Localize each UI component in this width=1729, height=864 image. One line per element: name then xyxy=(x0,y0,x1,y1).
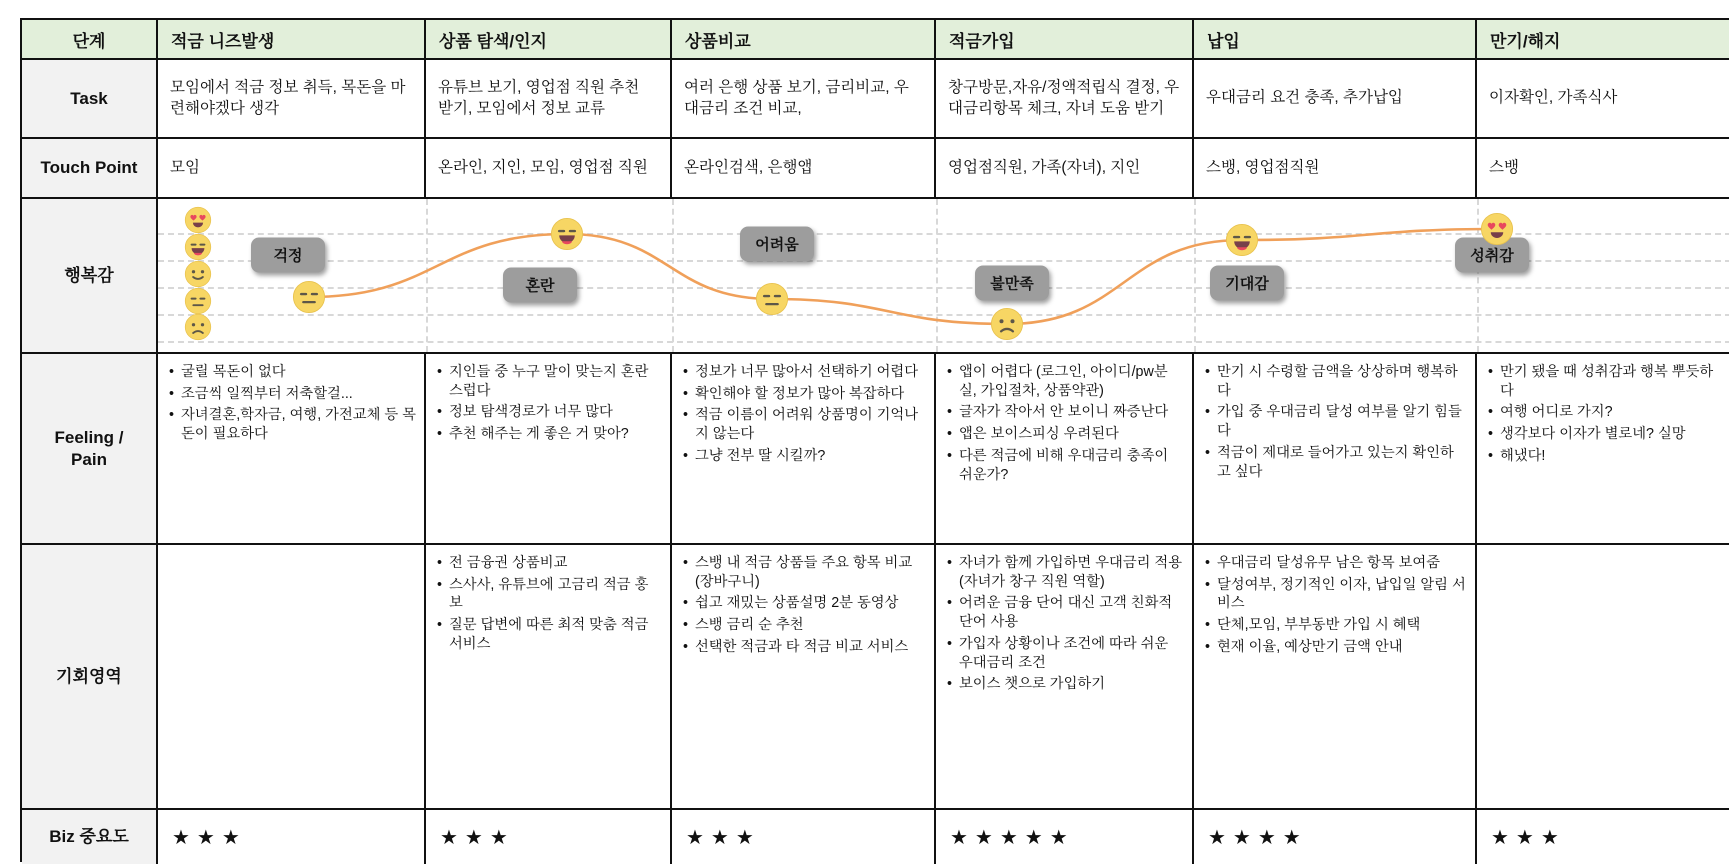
emotion-chip: 혼란 xyxy=(503,268,577,303)
task-text: 우대금리 요건 충족, 추가납입 xyxy=(1206,89,1403,107)
emotion-chip: 성취감 xyxy=(1455,238,1529,273)
feeling-pain-cell xyxy=(1477,354,1729,545)
bullet-item: • 자녀가 함께 가입하면 우대금리 적용 (자녀가 창구 직원 역할) xyxy=(946,554,1184,591)
touch-point-text: 온라인, 지인, 모임, 영업점 직원 xyxy=(438,158,648,176)
opportunity-cell xyxy=(936,545,1194,810)
bullet-item: • 해냈다! xyxy=(1487,447,1723,466)
touch-point-cell xyxy=(936,139,1194,199)
star-rating: ★★★★★ xyxy=(950,826,1075,849)
row-label-biz-importance: Biz 중요도 xyxy=(22,810,158,864)
task-cell xyxy=(158,60,426,139)
scale-neutral-face-icon xyxy=(185,288,212,315)
big-smile-face-icon xyxy=(551,218,584,251)
bullet-item: • 현재 이율, 예상만기 금액 안내 xyxy=(1204,638,1467,657)
feeling-pain-cell xyxy=(672,354,936,545)
bullet-item: • 스사사, 유튜브에 고금리 적금 홍보 xyxy=(436,576,662,613)
bullet-item: • 달성여부, 정기적인 이자, 납입일 알림 서비스 xyxy=(1204,576,1467,613)
task-cell xyxy=(426,60,672,139)
biz-importance-cell xyxy=(672,810,936,864)
bullet-item: • 다른 적금에 비해 우대금리 충족이 쉬운가? xyxy=(946,447,1184,484)
biz-importance-cell xyxy=(158,810,426,864)
bullet-item: • 전 금융권 상품비교 xyxy=(436,554,662,573)
stage-column-header: 단계 xyxy=(22,20,158,60)
bullet-item: • 적금이 제대로 들어가고 있는지 확인하고 싶다 xyxy=(1204,444,1467,481)
bullet-item: • 여행 어디로 가지? xyxy=(1487,403,1723,422)
emotion-chip: 기대감 xyxy=(1210,266,1284,301)
bullet-item: • 쉽고 재밌는 상품설명 2분 동영상 xyxy=(682,594,926,613)
opportunity-cell xyxy=(426,545,672,810)
task-cell xyxy=(1194,60,1477,139)
star-rating: ★★★ xyxy=(1491,826,1566,849)
stage-header: 상품비교 xyxy=(672,20,936,60)
bullet-item: • 확인해야 할 정보가 많아 복잡하다 xyxy=(682,385,926,404)
bullet-item: • 조금씩 일찍부터 저축할걸... xyxy=(168,385,416,404)
task-text: 유튜브 보기, 영업점 직원 추천 받기, 모임에서 정보 교류 xyxy=(438,79,640,117)
bullet-item: • 보이스 챗으로 가입하기 xyxy=(946,675,1184,694)
happiness-emotion-chart xyxy=(158,199,1729,354)
touch-point-text: 스뱅, 영업점직원 xyxy=(1206,158,1320,176)
bullet-item: • 글자가 작아서 안 보이니 짜증난다 xyxy=(946,403,1184,422)
touch-point-cell xyxy=(426,139,672,199)
task-text: 여러 은행 상품 보기, 금리비교, 우대금리 조건 비교, xyxy=(684,79,909,117)
heart-eyes-face-icon xyxy=(1481,213,1514,246)
feeling-pain-cell xyxy=(426,354,672,545)
touch-point-text: 온라인검색, 은행앱 xyxy=(684,158,813,176)
opportunity-cell xyxy=(1477,545,1729,810)
task-cell xyxy=(936,60,1194,139)
row-label-opportunity: 기회영역 xyxy=(22,545,158,810)
touch-point-text: 스뱅 xyxy=(1489,158,1519,176)
bullet-item: • 굴릴 목돈이 없다 xyxy=(168,363,416,382)
bullet-item: • 선택한 적금과 타 적금 비교 서비스 xyxy=(682,638,926,657)
feeling-pain-cell xyxy=(936,354,1194,545)
bullet-item: • 그냥 전부 딸 시킬까? xyxy=(682,447,926,466)
bullet-item: • 단체,모임, 부부동반 가입 시 혜택 xyxy=(1204,616,1467,635)
bullet-item: • 앱은 보이스피싱 우려된다 xyxy=(946,425,1184,444)
opportunity-cell xyxy=(158,545,426,810)
bullet-item: • 지인들 중 누구 말이 맞는지 혼란스럽다 xyxy=(436,363,662,400)
bullet-item: • 어려운 금융 단어 대신 고객 친화적 단어 사용 xyxy=(946,594,1184,631)
bullet-item: • 정보가 너무 많아서 선택하기 어렵다 xyxy=(682,363,926,382)
scale-big-smile-face-icon xyxy=(185,234,212,261)
bullet-item: • 우대금리 달성유무 남은 항목 보여줌 xyxy=(1204,554,1467,573)
row-label-touch-point: Touch Point xyxy=(22,139,158,199)
bullet-item: • 만기 시 수령할 금액을 상상하며 행복하다 xyxy=(1204,363,1467,400)
biz-importance-cell xyxy=(1477,810,1729,864)
task-text: 모임에서 적금 정보 취득, 목돈을 마련해야겠다 생각 xyxy=(170,79,406,117)
scale-smile-face-icon xyxy=(185,261,212,288)
neutral-face-icon xyxy=(293,281,326,314)
opportunity-cell xyxy=(1194,545,1477,810)
bullet-item: • 추천 해주는 게 좋은 거 맞아? xyxy=(436,425,662,444)
emotion-chip: 걱정 xyxy=(251,238,325,273)
task-text: 이자확인, 가족식사 xyxy=(1489,89,1618,107)
big-smile-face-icon xyxy=(1226,224,1259,257)
row-label-happiness: 행복감 xyxy=(22,199,158,354)
feeling-pain-cell xyxy=(1194,354,1477,545)
star-rating: ★★★★ xyxy=(1208,826,1308,849)
touch-point-cell xyxy=(1194,139,1477,199)
opportunity-cell xyxy=(672,545,936,810)
bullet-item: • 스뱅 내 적금 상품들 주요 항목 비교 (장바구니) xyxy=(682,554,926,591)
bullet-item: • 만기 됐을 때 성취감과 행복 뿌듯하다 xyxy=(1487,363,1723,400)
touch-point-text: 영업점직원, 가족(자녀), 지인 xyxy=(948,158,1141,176)
biz-importance-cell xyxy=(936,810,1194,864)
bullet-item: • 가입 중 우대금리 달성 여부를 알기 힘들다 xyxy=(1204,403,1467,440)
task-cell xyxy=(1477,60,1729,139)
star-rating: ★★★ xyxy=(172,826,247,849)
biz-importance-cell xyxy=(1194,810,1477,864)
customer-journey-map xyxy=(20,18,1729,862)
touch-point-cell xyxy=(672,139,936,199)
bullet-item: • 적금 이름이 어려워 상품명이 기억나지 않는다 xyxy=(682,406,926,443)
stage-header: 납입 xyxy=(1194,20,1477,60)
scale-heart-eyes-face-icon xyxy=(185,207,212,234)
biz-importance-cell xyxy=(426,810,672,864)
scale-frown-face-icon xyxy=(185,314,212,341)
frown-face-icon xyxy=(991,308,1024,341)
bullet-item: • 질문 답변에 따른 최적 맞춤 적금 서비스 xyxy=(436,616,662,653)
task-text: 창구방문,자유/정액적립식 결정, 우대금리항목 체크, 자녀 도움 받기 xyxy=(948,79,1180,117)
bullet-item: • 스뱅 금리 순 추천 xyxy=(682,616,926,635)
bullet-item: • 생각보다 이자가 별로네? 실망 xyxy=(1487,425,1723,444)
bullet-item: • 자녀결혼,학자금, 여행, 가전교체 등 목돈이 필요하다 xyxy=(168,406,416,443)
stage-header: 상품 탐색/인지 xyxy=(426,20,672,60)
bullet-item: • 정보 탐색경로가 너무 많다 xyxy=(436,403,662,422)
stage-header: 적금 니즈발생 xyxy=(158,20,426,60)
stage-header: 만기/해지 xyxy=(1477,20,1729,60)
neutral-face-icon xyxy=(756,283,789,316)
feeling-pain-cell xyxy=(158,354,426,545)
bullet-item: • 가입자 상황이나 조건에 따라 쉬운 우대금리 조건 xyxy=(946,635,1184,672)
star-rating: ★★★ xyxy=(440,826,515,849)
touch-point-text: 모임 xyxy=(170,158,200,176)
row-label-feeling-pain: Feeling / Pain xyxy=(22,354,158,545)
touch-point-cell xyxy=(158,139,426,199)
emotion-chip: 불만족 xyxy=(975,266,1049,301)
emotion-chip: 어려움 xyxy=(740,227,814,262)
star-rating: ★★★ xyxy=(686,826,761,849)
row-label-task: Task xyxy=(22,60,158,139)
task-cell xyxy=(672,60,936,139)
bullet-item: • 앱이 어렵다 (로그인, 아이디/pw분실, 가입절차, 상품약관) xyxy=(946,363,1184,400)
touch-point-cell xyxy=(1477,139,1729,199)
stage-header: 적금가입 xyxy=(936,20,1194,60)
